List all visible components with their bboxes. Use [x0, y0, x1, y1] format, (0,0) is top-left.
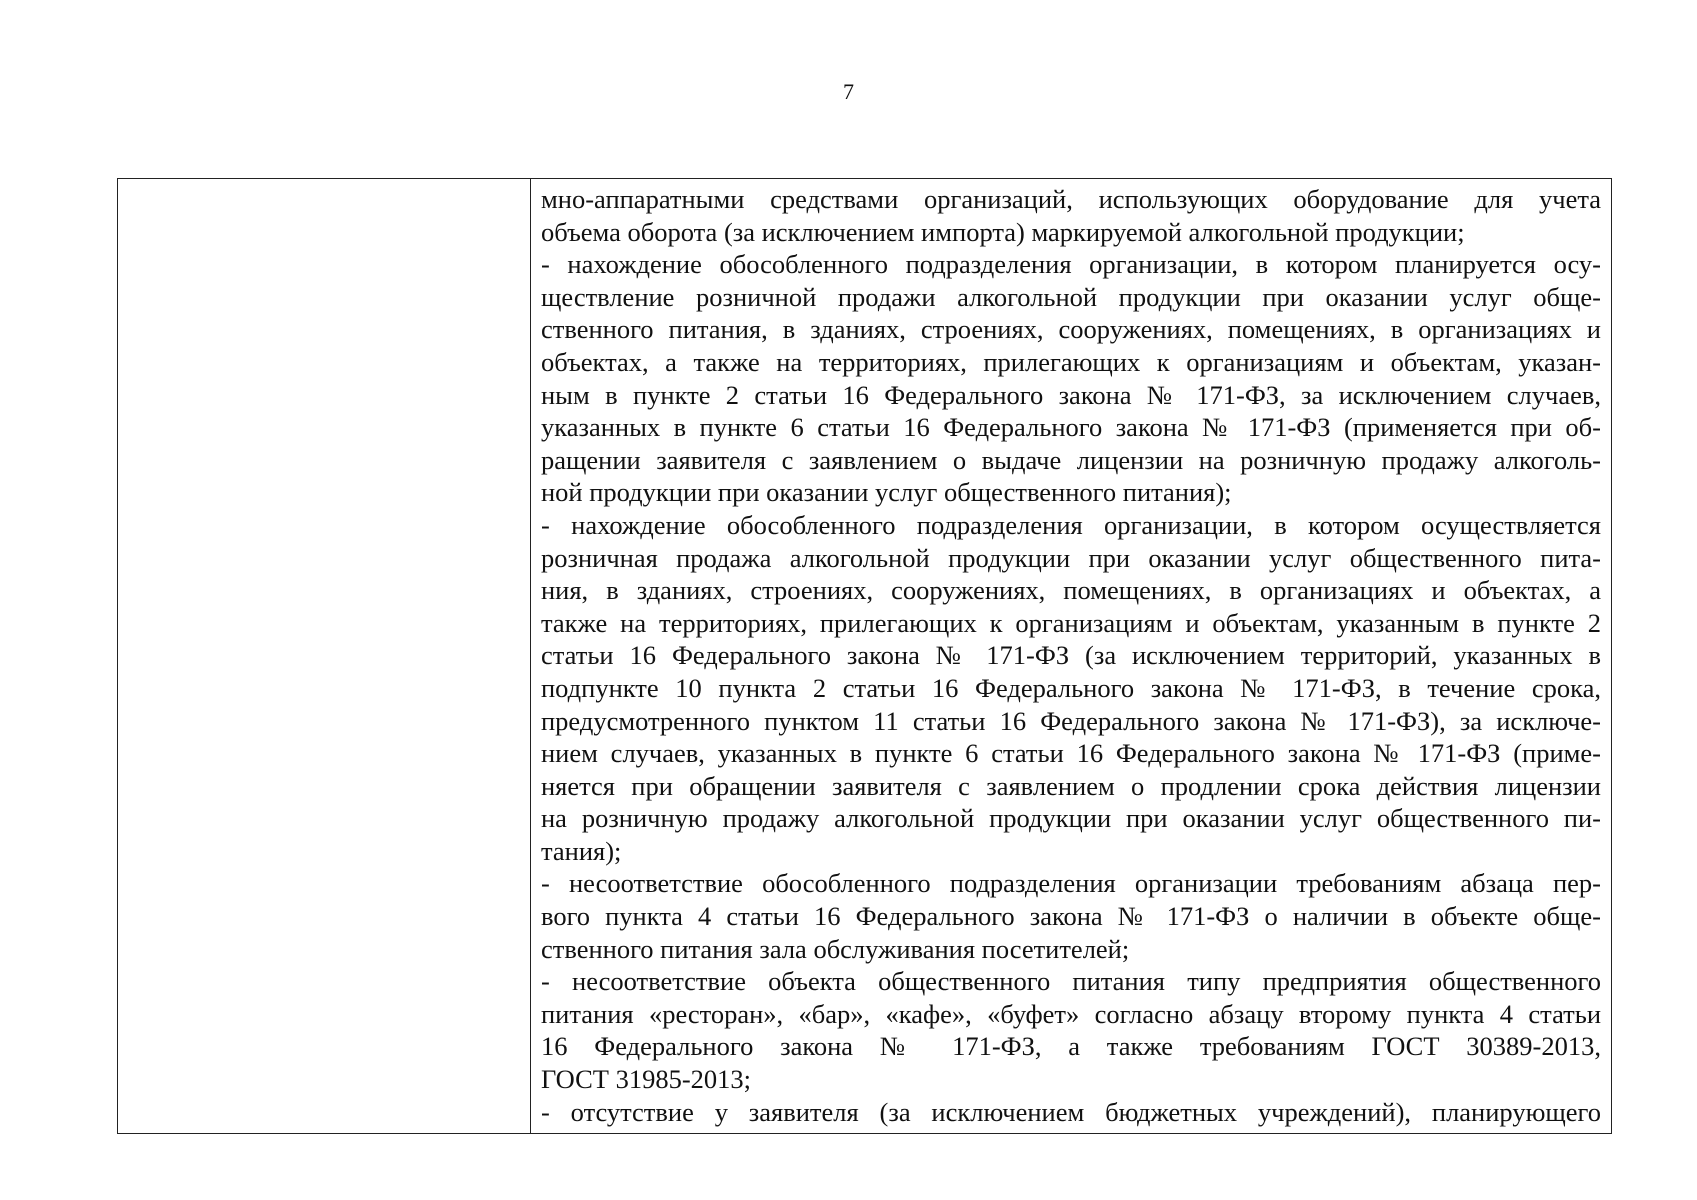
text-line: объема оборота (за исключением импорта) маркируемой алкогольной продукции; — [541, 216, 1465, 247]
text-line: на розничную продажу алкогольной продукции при оказании услуг общественного пи- — [541, 803, 1601, 834]
text-line: - несоответствие объекта общественного питания типу предприятия общественного — [541, 966, 1601, 997]
text-line: - нахождение обособленного подразделения организации, в котором осуществляется — [541, 509, 1601, 540]
text-line: ния, в зданиях, строениях, сооружениях, помещениях, в организациях и объектах, а — [541, 575, 1601, 606]
text-line: объектах, а также на территориях, прилегающих к организациям и объектам, указан- — [541, 346, 1601, 377]
text-line: ществление розничной продажи алкогольной продукции при оказании услуг обще- — [541, 281, 1601, 312]
text-line: предусмотренного пунктом 11 статьи 16 Федерального закона № 171-ФЗ), за исключе- — [541, 705, 1601, 736]
text-line: розничная продажа алкогольной продукции при оказании услуг общественного пита- — [541, 542, 1601, 573]
table-left-cell — [118, 179, 531, 1133]
text-line: также на территориях, прилегающих к организациям и объектам, указанным в пункте 2 — [541, 607, 1601, 638]
page-number: 7 — [843, 79, 854, 104]
text-line: ГОСТ 31985-2013; — [541, 1064, 752, 1095]
table-right-cell — [531, 179, 1611, 1133]
text-line: - нахождение обособленного подразделения организации, в котором планируется осу- — [541, 249, 1601, 280]
text-line: ственного питания, в зданиях, строениях, сооружениях, помещениях, в организациях и — [541, 314, 1601, 345]
document-table — [117, 178, 1612, 1134]
text-line: няется при обращении заявителя с заявлением о продлении срока действия лицензии — [541, 770, 1601, 801]
text-line: статьи 16 Федерального закона № 171-ФЗ (за исключением территорий, указанных в — [541, 640, 1601, 671]
text-line: - несоответствие обособленного подразделения организации требованиям абзаца пер- — [541, 868, 1601, 899]
text-line: ным в пункте 2 статьи 16 Федерального закона № 171-ФЗ, за исключением случаев, — [541, 379, 1601, 410]
text-line: вого пункта 4 статьи 16 Федерального закона № 171-ФЗ о наличии в объекте обще- — [541, 901, 1601, 932]
text-line: мно-аппаратными средствами организаций, использующих оборудование для учета — [541, 184, 1601, 214]
text-line: питания «ресторан», «бар», «кафе», «буфет» согласно абзацу второму пункта 4 статьи — [541, 998, 1601, 1029]
text-line: 16 Федерального закона № 171-ФЗ, а также требованиям ГОСТ 30389-2013, — [541, 1031, 1601, 1062]
text-line: ращении заявителя с заявлением о выдаче лицензии на розничную продажу алкоголь- — [541, 444, 1601, 475]
text-line: нием случаев, указанных в пункте 6 статьи 16 Федерального закона № 171-ФЗ (приме- — [541, 738, 1601, 769]
text-line: - отсутствие у заявителя (за исключением бюджетных учреждений), планирующего — [541, 1096, 1601, 1127]
text-line: подпункте 10 пункта 2 статьи 16 Федерального закона № 171-ФЗ, в течение срока, — [541, 672, 1601, 703]
text-line: ственного питания зала обслуживания посетителей; — [541, 933, 1130, 964]
text-line: тания); — [541, 835, 622, 866]
text-line: указанных в пункте 6 статьи 16 Федерального закона № 171-ФЗ (применяется при об- — [541, 412, 1601, 443]
text-line: ной продукции при оказании услуг общественного питания); — [541, 477, 1232, 508]
